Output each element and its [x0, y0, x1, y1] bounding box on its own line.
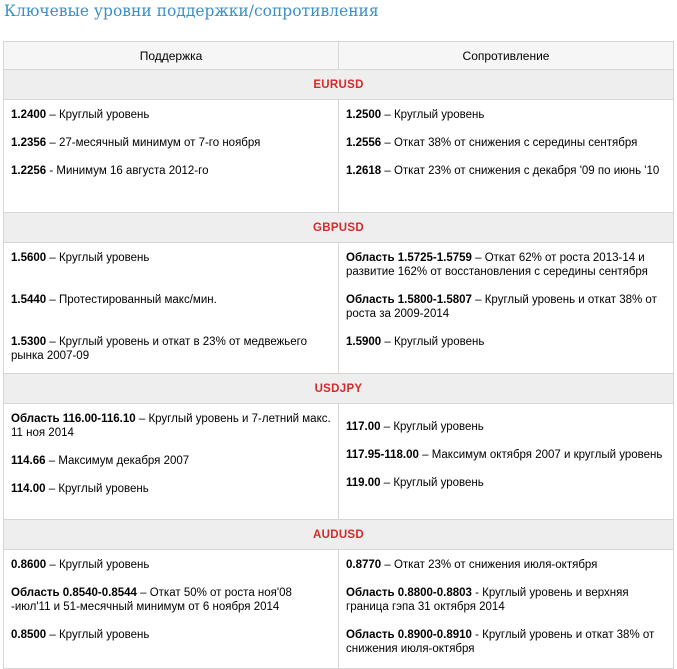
resistance-level-entry	[346, 293, 666, 321]
level-description: – Круглый уровень и откат в 23% от медвежьего рынка 2007-09	[11, 336, 308, 362]
level-value: Область 1.5800-1.5807	[346, 294, 472, 306]
level-value: 119.00	[346, 477, 381, 489]
resistance-cell	[339, 404, 674, 520]
level-value: Область 0.8800-0.8803	[346, 587, 472, 599]
support-level-entry	[11, 454, 331, 468]
level-value: 117.00	[346, 421, 381, 433]
level-description: – Откат 23% от снижения июля-октября	[381, 559, 598, 571]
levels-row	[4, 243, 674, 374]
header-row	[4, 42, 674, 70]
support-level-entry	[11, 293, 331, 307]
level-value: 1.2618	[346, 165, 382, 177]
levels-row	[4, 550, 674, 669]
resistance-level-entry	[346, 586, 666, 614]
pair-title: EURUSD	[4, 70, 674, 100]
level-value: Область 0.8900-0.8910	[346, 629, 472, 641]
pair-title: AUDUSD	[4, 520, 674, 550]
table-body	[4, 70, 674, 669]
support-level-entry	[11, 335, 331, 363]
level-description: – Круглый уровень	[380, 477, 484, 489]
level-value: 0.8770	[346, 559, 382, 571]
support-column-header: Поддержка	[4, 42, 339, 70]
support-cell	[4, 100, 339, 213]
pair-title-row	[4, 70, 674, 100]
support-level-entry	[11, 586, 331, 614]
level-value: 114.66	[11, 455, 46, 467]
level-description: – Круглый уровень	[46, 252, 150, 264]
support-level-entry	[11, 251, 331, 265]
resistance-level-entry	[346, 164, 666, 178]
resistance-column-header: Сопротивление	[339, 42, 674, 70]
resistance-level-entry	[346, 108, 666, 122]
level-value: 1.5300	[11, 336, 47, 348]
levels-row	[4, 100, 674, 213]
page-title: Ключевые уровни поддержки/сопротивления	[4, 2, 379, 20]
level-description: – Круглый уровень	[380, 421, 484, 433]
level-value: Область 0.8540-0.8544	[11, 587, 137, 599]
level-description: – Откат 50% от роста ноя'08 -июл'11 и 51-месячный минимум от 6 ноября 2014	[11, 587, 292, 613]
level-description: – Круглый уровень	[381, 336, 485, 348]
level-description: – Круглый уровень и 7-летний макс. 11 ноя 2014	[11, 413, 331, 439]
resistance-level-entry	[346, 628, 666, 656]
level-description: – Круглый уровень и откат 38% от роста за 2009-2014	[346, 294, 657, 320]
support-level-entry	[11, 558, 331, 572]
level-description: – Откат 38% от снижения с середины сентября	[381, 137, 638, 149]
level-value: 0.8600	[11, 559, 47, 571]
support-level-entry	[11, 164, 331, 178]
level-value: 1.5440	[11, 294, 47, 306]
level-value: 1.5900	[346, 336, 382, 348]
resistance-level-entry	[346, 476, 666, 490]
support-cell	[4, 550, 339, 669]
level-description: – Круглый уровень	[46, 629, 150, 641]
level-value: 117.95-118.00	[346, 449, 419, 461]
level-value: 1.2500	[346, 109, 382, 121]
resistance-level-entry	[346, 448, 666, 462]
level-value: 1.2556	[346, 137, 382, 149]
resistance-cell	[339, 243, 674, 374]
pair-title-row	[4, 374, 674, 404]
level-description: – Максимум декабря 2007	[45, 455, 190, 467]
level-description: – Максимум октября 2007 и круглый уровень	[418, 449, 663, 461]
level-value: Область 116.00-116.10	[11, 413, 136, 425]
resistance-cell	[339, 100, 674, 213]
pair-title-row	[4, 520, 674, 550]
level-description: – Круглый уровень	[45, 483, 149, 495]
level-description: - Минимум 16 августа 2012-го	[46, 165, 209, 177]
support-level-entry	[11, 482, 331, 496]
levels-table	[3, 41, 674, 669]
support-cell	[4, 243, 339, 374]
level-value: 0.8500	[11, 629, 47, 641]
levels-row	[4, 404, 674, 520]
level-description: – Круглый уровень	[381, 109, 485, 121]
support-level-entry	[11, 628, 331, 642]
level-value: Область 1.5725-1.5759	[346, 252, 472, 264]
resistance-level-entry	[346, 136, 666, 150]
level-description: - Круглый уровень и верхняя граница гэпа 31 октября 2014	[346, 587, 629, 613]
support-level-entry	[11, 108, 331, 122]
level-value: 1.5600	[11, 252, 47, 264]
resistance-level-entry	[346, 335, 666, 349]
level-description: – Круглый уровень	[46, 109, 150, 121]
level-value: 1.2256	[11, 165, 47, 177]
level-value: 114.00	[11, 483, 46, 495]
level-description: - Круглый уровень и откат 38% от снижения июля-октября	[346, 629, 655, 655]
level-value: 1.2356	[11, 137, 47, 149]
support-level-entry	[11, 136, 331, 150]
pair-title: USDJPY	[4, 374, 674, 404]
level-value: 1.2400	[11, 109, 47, 121]
level-description: – Круглый уровень	[46, 559, 150, 571]
resistance-level-entry	[346, 420, 666, 434]
level-description: – 27-месячный минимум от 7-го ноября	[46, 137, 261, 149]
pair-title-row	[4, 213, 674, 243]
level-description: – Протестированный макс/мин.	[46, 294, 217, 306]
resistance-level-entry	[346, 251, 666, 279]
support-cell	[4, 404, 339, 520]
level-description: – Откат 62% от роста 2013-14 и развитие 162% от восстановления с середины сентября	[346, 252, 648, 278]
level-description: – Откат 23% от снижения с декабря '09 по июнь '10	[381, 165, 660, 177]
pair-title: GBPUSD	[4, 213, 674, 243]
resistance-cell	[339, 550, 674, 669]
resistance-level-entry	[346, 558, 666, 572]
support-level-entry	[11, 412, 331, 440]
